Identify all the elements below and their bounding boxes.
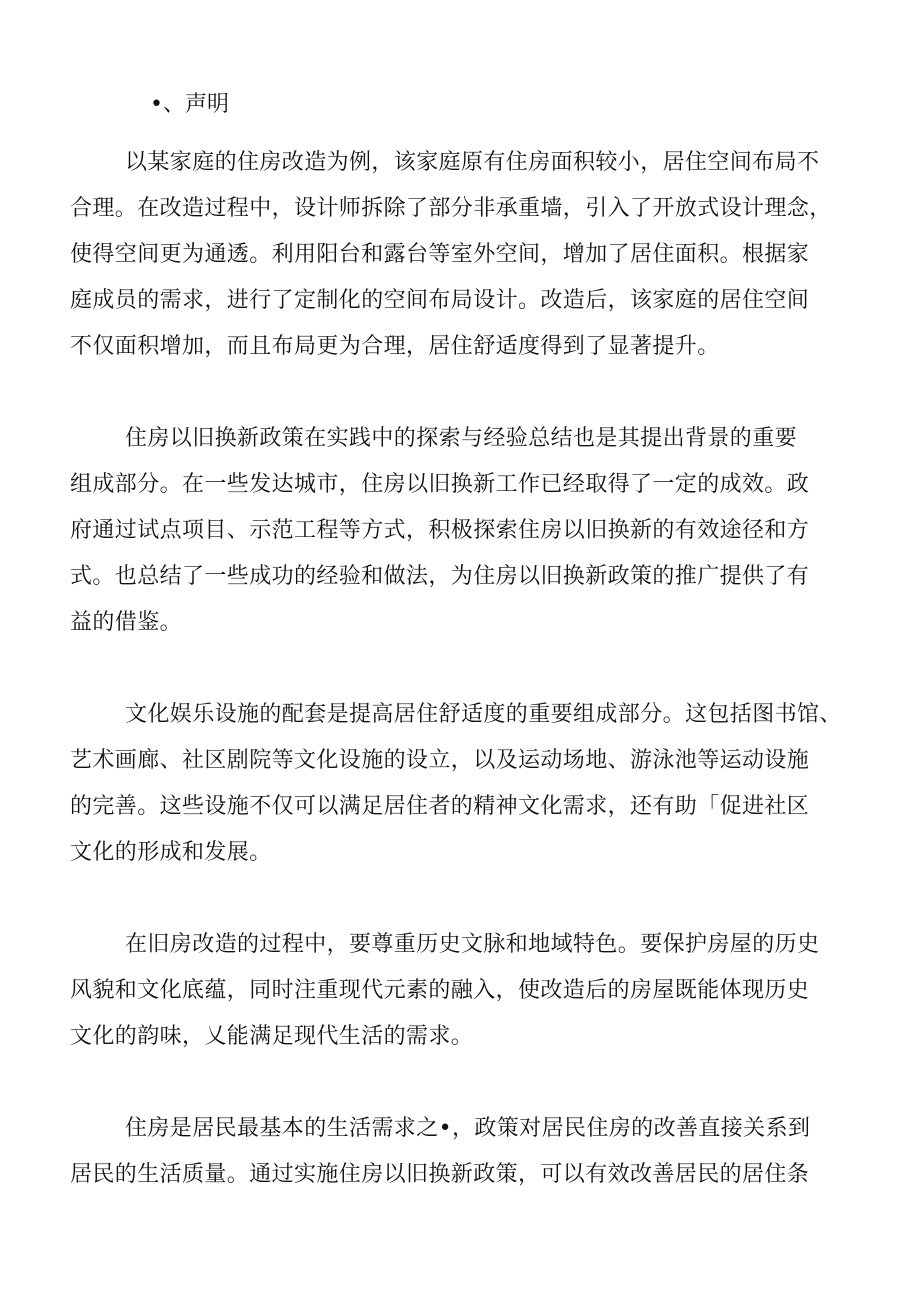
text-line: 居民的生活质量。通过实施住房以旧换新政策，可以有效改善居民的居住条 — [70, 1162, 810, 1187]
text-line: 艺术画廊、社区剧院等文化设施的设立，以及运动场地、游泳池等运动设施 — [70, 748, 810, 773]
text-line: 式。也总结了一些成功的经验和做法，为住房以旧换新政策的推广提供了有 — [70, 564, 810, 589]
text-line: 文化的韵味，乂能满足现代生活的需求。 — [70, 1024, 474, 1049]
text-line: 府通过试点项目、示范工程等方式，积极探索住房以旧换新的有效途径和方 — [70, 518, 810, 543]
text-line: 益的借鉴。 — [70, 610, 183, 635]
text-line: 住房是居民最基本的生活需求之•，政策对居民住房的改善直接关系到 — [125, 1116, 811, 1141]
section-heading: •、声明 — [150, 92, 229, 117]
text-line: 住房以旧换新政策在实践中的探索与经验总结也是其提出背景的重要 — [125, 426, 798, 451]
text-line: 以某家庭的住房改造为例，该家庭原有住房面积较小，居住空间布局不 — [125, 150, 820, 175]
paragraph — [70, 416, 850, 646]
text-line: 使得空间更为通透。利用阳台和露台等室外空间，增加了居住面积。根据家 — [70, 242, 810, 267]
text-line: 庭成员的需求，进行了定制化的空间布局设计。改造后，该家庭的居住空间 — [70, 288, 810, 313]
text-line: 组成部分。在一些发达城市，住房以旧换新工作已经取得了一定的成效。政 — [70, 472, 810, 497]
paragraph — [70, 922, 850, 1060]
text-line: 不仅面积增加，而且布局更为合理，居住舒适度得到了显著提升。 — [70, 334, 720, 359]
text-line: 的完善。这些设施不仅可以满足居住者的精神文化需求，还有助「促进社区 — [70, 794, 810, 819]
text-line: 风貌和文化底蕴，同时注重现代元素的融入，使改造后的房屋既能体现历史 — [70, 978, 810, 1003]
text-line: 文化娱乐设施的配套是提高居住舒适度的重要组成部分。这包括图书馆、 — [125, 702, 842, 727]
paragraph — [70, 1106, 850, 1198]
text-line: 文化的形成和发展。 — [70, 840, 272, 865]
text-line: 合理。在改造过程中，设计师拆除了部分非承重墙，引入了开放式设计理念， — [70, 196, 832, 221]
paragraph — [70, 692, 850, 876]
text-line: 在旧房改造的过程中，要尊重历史文脉和地域特色。要保护房屋的历史 — [125, 932, 820, 957]
paragraph — [70, 140, 850, 370]
